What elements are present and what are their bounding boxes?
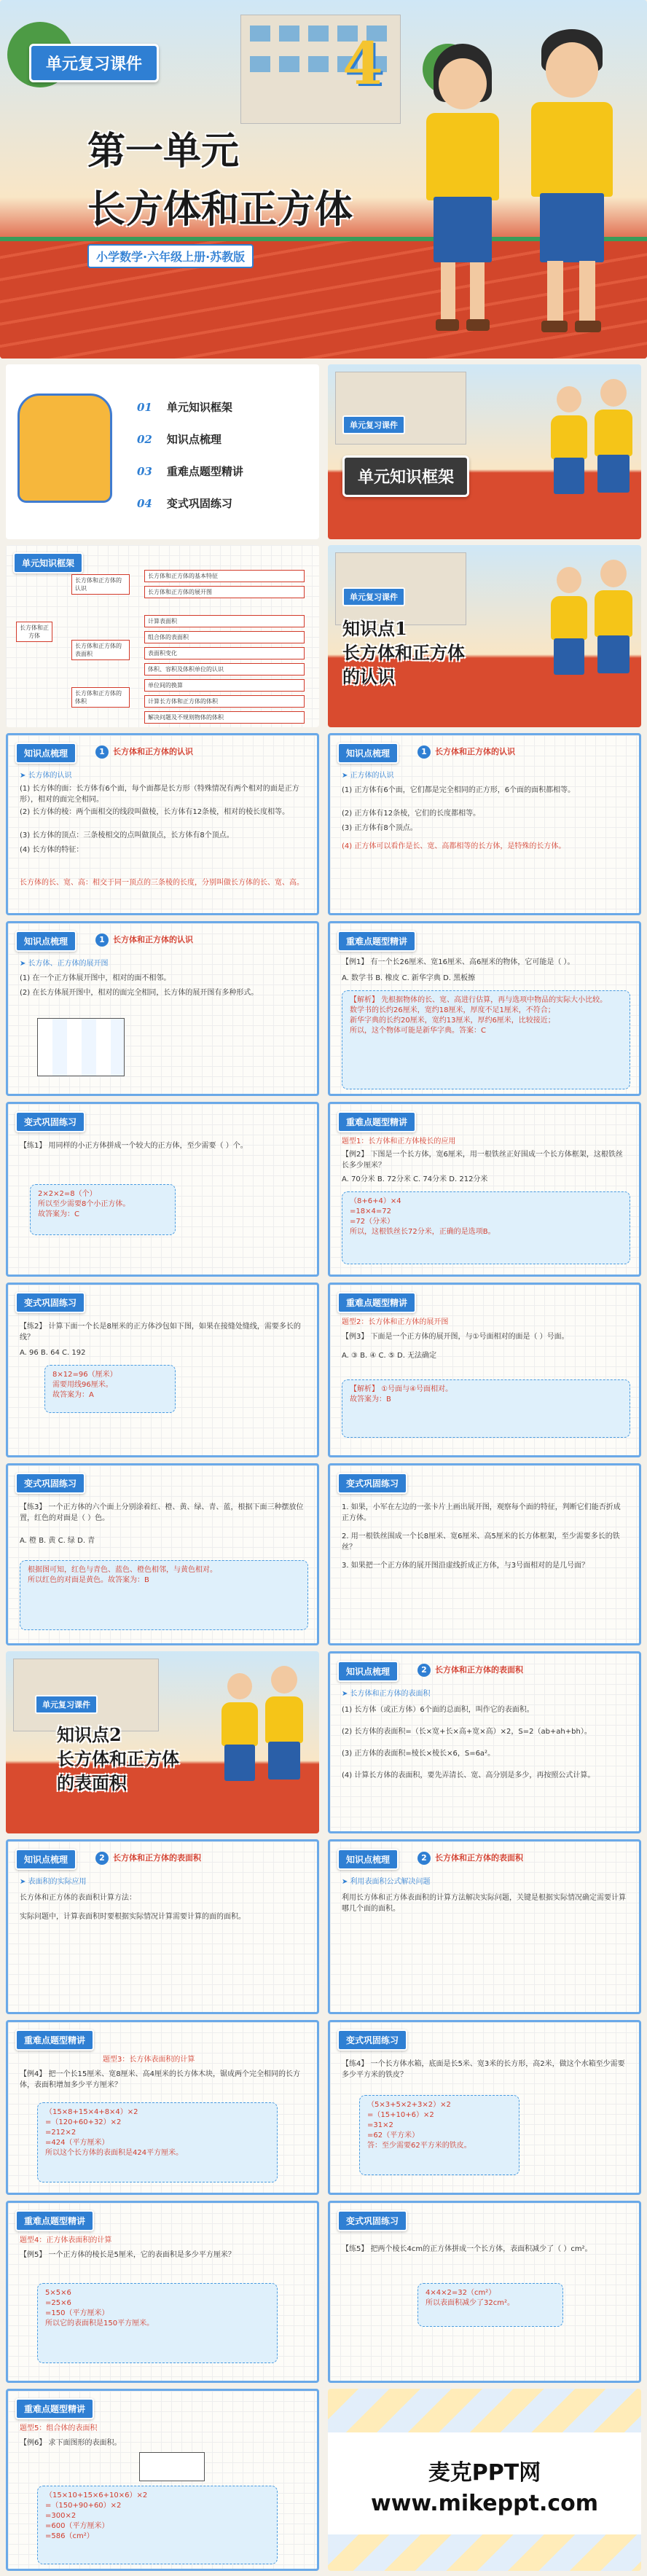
text-line: 3. 如果把一个正方体的展开图沿虚线折成正方体，与3号面相对的是几号面？ bbox=[342, 1562, 589, 1570]
section-heading: 2 长方体和正方体的表面积 bbox=[95, 1852, 201, 1865]
k1c-slide bbox=[6, 921, 319, 1096]
text-line: (3) 正方体有8个顶点。 bbox=[342, 824, 417, 832]
answer-box: 5×5×6 =25×6 =150（平方厘米） 所以它的表面积是150平方厘米。 bbox=[37, 2283, 278, 2363]
cover-title-line1: 第一单元 bbox=[87, 129, 240, 173]
girl-illustration bbox=[217, 1673, 261, 1826]
slide-tag: 变式巩固练习 bbox=[337, 1473, 407, 1494]
mindmap-leaf: 表面积变化 bbox=[144, 647, 305, 659]
grade-badge: 4 bbox=[342, 29, 383, 98]
question-text: 【练1】 用同样的小正方体拼成一个较大的正方体，至少需要（ ）个。 bbox=[20, 1142, 248, 1150]
k2-section-slide bbox=[6, 1651, 319, 1833]
question-text: 【例2】 下图是一个长方体，宽6厘米，用一根铁丝正好围成一个长方体框架，这根铁丝长多少厘米？ bbox=[342, 1151, 623, 1170]
slide-tag: 变式巩固练习 bbox=[337, 2029, 407, 2051]
k1-title-line1: 知识点1 bbox=[342, 618, 407, 639]
var-q5-slide bbox=[328, 2020, 641, 2195]
k1a-slide bbox=[6, 733, 319, 915]
text-line: (2) 在长方体展开图中，相对的面完全相同，长方体的展开图有多种形式。 bbox=[20, 989, 259, 997]
mindmap-leaf: 计算表面积 bbox=[144, 615, 305, 627]
mindmap-leaf: 组合体的表面积 bbox=[144, 631, 305, 643]
slide-tag: 变式巩固练习 bbox=[337, 2210, 407, 2231]
type-heading: 题型2：长方体和正方体的展开图 bbox=[342, 1318, 449, 1326]
question-text: 【例1】 有一个长26厘米、宽16厘米、高6厘米的物体，它可能是（ ）。 bbox=[342, 958, 575, 966]
k1-title-line3: 的认识 bbox=[342, 666, 395, 687]
mindmap-slide bbox=[6, 545, 319, 727]
k2-title-line2: 长方体和正方体 bbox=[57, 1748, 179, 1769]
toc-item-1[interactable]: 01 单元知识框架 bbox=[137, 401, 232, 414]
section-ribbon: 单元复习课件 bbox=[342, 415, 405, 434]
slide-tag: 重难点题型精讲 bbox=[337, 931, 416, 952]
answer-box: 根据图可知，红色与青色、蓝色、橙色相邻，与黄色相对。 所以红色的对面是黄色。故答案为：B bbox=[20, 1560, 308, 1630]
decor-band bbox=[328, 2389, 641, 2432]
section-heading: 1 长方体和正方体的认识 bbox=[417, 745, 515, 759]
girl-illustration bbox=[415, 44, 510, 350]
text-line: 2. 用一根铁丝围成一个长8厘米、宽6厘米、高5厘米的长方体框架，至少需要多长的铁丝？ bbox=[342, 1532, 620, 1551]
mindmap-node: 长方体和正方体的表面积 bbox=[71, 640, 130, 660]
type-heading: 题型1：长方体和正方体棱长的应用 bbox=[342, 1138, 456, 1146]
cover-ribbon: 单元复习课件 bbox=[29, 44, 159, 82]
options-text: A. ③ B. ④ C. ⑤ D. 无法确定 bbox=[342, 1352, 437, 1360]
net-diagram bbox=[37, 1018, 125, 1076]
key-q5-slide bbox=[6, 2201, 319, 2383]
text-line: ➤ 利用表面积公式解决问题 bbox=[342, 1878, 431, 1886]
slide-tag: 知识点梳理 bbox=[337, 1849, 399, 1870]
brand-slide bbox=[328, 2389, 641, 2571]
k2c-slide bbox=[328, 1839, 641, 2014]
key-q4-slide bbox=[6, 2020, 319, 2195]
framework-section-slide bbox=[328, 364, 641, 539]
answer-box: 8×12=96（厘米） 需要用线96厘米。 故答案为：A bbox=[44, 1365, 176, 1413]
k2b-slide bbox=[6, 1839, 319, 2014]
boy-illustration bbox=[261, 1666, 305, 1826]
text-line: (3) 正方体的表面积=棱长×棱长×6，S=6a²。 bbox=[342, 1750, 495, 1758]
boy-illustration bbox=[590, 379, 634, 532]
section-ribbon: 单元复习课件 bbox=[342, 587, 405, 606]
text-line: 实际问题中，计算表面积时要根据实际情况计算需要计算的面的面积。 bbox=[20, 1913, 246, 1921]
slide-tag: 知识点梳理 bbox=[15, 1849, 77, 1870]
k2-title-line1: 知识点2 bbox=[57, 1724, 122, 1745]
solid-diagram bbox=[139, 2452, 205, 2481]
slide-tag: 知识点梳理 bbox=[337, 743, 399, 764]
section-title: 单元知识框架 bbox=[342, 455, 469, 497]
answer-box: （15×8+15×4+8×4）×2 =（120+60+32）×2 =212×2 =424（平方厘米） 所以这个长方体的表面积是424平方厘米。 bbox=[37, 2102, 278, 2182]
answer-box: （5×3+5×2+3×2）×2 =（15+10+6）×2 =31×2 =62（平方米） 答：至少需要62平方米的铁皮。 bbox=[359, 2095, 519, 2175]
text-line: (1) 在一个正方体展开图中，相对的面不相邻。 bbox=[20, 974, 171, 982]
text-line: (1) 长方体（或正方体）6个面的总面积，叫作它的表面积。 bbox=[342, 1706, 534, 1714]
question-text: 【例6】 求下面图形的表面积。 bbox=[20, 2439, 122, 2447]
text-line: ➤ 长方体和正方体的表面积 bbox=[342, 1690, 431, 1698]
text-line: (3) 长方体的顶点：三条棱相交的点叫做顶点，长方体有8个顶点。 bbox=[20, 831, 234, 839]
text-line: (4) 长方体的特征： bbox=[20, 846, 84, 854]
var-q4-slide bbox=[328, 1463, 641, 1645]
text-line: ➤ 长方体、正方体的展开图 bbox=[20, 960, 109, 968]
slide-tag: 变式巩固练习 bbox=[15, 1292, 85, 1313]
slide-tag: 重难点题型精讲 bbox=[337, 1111, 416, 1132]
slide-tag: 单元知识框架 bbox=[13, 552, 83, 573]
question-text: 【练3】 一个正方体的六个面上分别涂着红、橙、黄、绿、青、蓝，根据下面三种摆放位置，红色的对面是（ ）色。 bbox=[20, 1503, 304, 1522]
slide-tag: 知识点梳理 bbox=[15, 931, 77, 952]
text-line: (1) 长方体的面：长方体有6个面，每个面都是长方形（特殊情况有两个相对的面是正方形），相对的面完全相同。 bbox=[20, 785, 299, 804]
question-text: 【练4】 一个长方体水箱，底面是长5米、宽3米的长方形，高2米，做这个水箱至少需要多少平方米的铁皮？ bbox=[342, 2060, 625, 2079]
cover-title-line2: 长方体和正方体 bbox=[87, 187, 353, 232]
answer-box: （15×10+15×6+10×6）×2 =（150+90+60）×2 =300×2 =600（平方厘米） =586（cm²） bbox=[37, 2486, 278, 2564]
key-q3-slide bbox=[328, 1283, 641, 1457]
type-heading: 题型5：组合体的表面积 bbox=[20, 2424, 98, 2432]
section-ribbon: 单元复习课件 bbox=[35, 1695, 98, 1714]
boy-illustration bbox=[590, 560, 634, 720]
text-line: (4) 正方体可以看作是长、宽、高都相等的长方体，是特殊的长方体。 bbox=[342, 842, 566, 850]
text-line: (2) 长方体的棱：两个面相交的线段叫做棱，长方体有12条棱，相对的棱长度相等。 bbox=[20, 808, 290, 816]
question-text: 【练5】 把两个棱长4cm的正方体拼成一个长方体，表面积减少了（ ）cm²。 bbox=[342, 2245, 592, 2253]
question-text: 【练2】 计算下面一个长是8厘米的正方体沙包如下图，如果在接缝处缝线，需要多长的线？ bbox=[20, 1323, 301, 1342]
girl-illustration bbox=[546, 567, 590, 720]
answer-box: （8+6+4）×4 =18×4=72 =72（分米） 所以，这根铁丝长72分米，正确的是选项B。 bbox=[342, 1191, 630, 1264]
type-heading: 题型3：长方体表面积的计算 bbox=[103, 2056, 195, 2064]
var-q6-slide bbox=[328, 2201, 641, 2383]
text-line: ➤ 长方体的认识 bbox=[20, 772, 72, 780]
decor-band bbox=[328, 2534, 641, 2571]
toc-slide bbox=[6, 364, 319, 539]
var-q2-slide bbox=[6, 1283, 319, 1457]
text-line: 1. 如果，小军在左边的一张卡片上画出展开图，观察每个面的特征，判断它们能否折成正方体。 bbox=[342, 1503, 621, 1522]
mindmap-root: 长方体和正方体 bbox=[16, 622, 52, 642]
slide-tag: 重难点题型精讲 bbox=[15, 2029, 94, 2051]
mindmap-leaf: 计算长方体和正方体的体积 bbox=[144, 695, 305, 708]
slide-tag: 知识点梳理 bbox=[15, 743, 77, 764]
section-heading: 1 长方体和正方体的认识 bbox=[95, 745, 193, 759]
key-q6-slide bbox=[6, 2389, 319, 2571]
cover-subtitle: 小学数学·六年级上册·苏教版 bbox=[87, 244, 254, 268]
mindmap-leaf: 单位间的换算 bbox=[144, 679, 305, 692]
options-text: A. 96 B. 64 C. 192 bbox=[20, 1349, 86, 1357]
answer-box: 【解析】 ①号面与④号面相对。 故答案为：B bbox=[342, 1379, 630, 1438]
options-text: A. 橙 B. 黄 C. 绿 D. 青 bbox=[20, 1537, 95, 1545]
answer-box: 【解析】 先根据物体的长、宽、高进行估算，再与选项中物品的实际大小比较。 数学书的长约26厘米，宽约18厘米，厚度不足1厘米，不符合； 新华字典的长约20厘米，宽约13厘米，厚约6厘米，比较接近； 所以，这个物体可能是新华字典。答案：C bbox=[342, 990, 630, 1089]
text-line: (4) 计算长方体的表面积，要先弄清长、宽、高分别是多少，再按照公式计算。 bbox=[342, 1772, 595, 1780]
cover-slide bbox=[0, 0, 647, 359]
options-text: A. 数学书 B. 橡皮 C. 新华字典 D. 黑板擦 bbox=[342, 974, 476, 982]
brand-name: 麦克PPT网 bbox=[428, 2460, 541, 2486]
key-q2-slide bbox=[328, 1102, 641, 1277]
k1-title-line2: 长方体和正方体 bbox=[342, 642, 465, 663]
slide-tag: 变式巩固练习 bbox=[15, 1111, 85, 1132]
brand-url[interactable]: www.mikeppt.com bbox=[371, 2491, 598, 2516]
backpack-icon bbox=[17, 394, 112, 503]
text-line: (2) 正方体有12条棱，它们的长度都相等。 bbox=[342, 810, 481, 818]
mindmap-leaf: 长方体和正方体的展开图 bbox=[144, 586, 305, 598]
toc-item-3[interactable]: 03 重难点题型精讲 bbox=[137, 465, 243, 478]
key-q1-slide bbox=[328, 921, 641, 1096]
k1-section-slide bbox=[328, 545, 641, 727]
section-heading: 2 长方体和正方体的表面积 bbox=[417, 1852, 523, 1865]
type-heading: 题型4：正方体表面积的计算 bbox=[20, 2236, 112, 2244]
answer-box: 2×2×2=8（个） 所以至少需要8个小正方体。 故答案为：C bbox=[30, 1184, 176, 1235]
var-q1-slide bbox=[6, 1102, 319, 1277]
section-heading: 1 长方体和正方体的认识 bbox=[95, 933, 193, 947]
options-text: A. 70分米 B. 72分米 C. 74分米 D. 212分米 bbox=[342, 1175, 488, 1183]
mindmap-node: 长方体和正方体的认识 bbox=[71, 574, 130, 595]
section-heading: 2 长方体和正方体的表面积 bbox=[417, 1664, 523, 1677]
girl-illustration bbox=[546, 386, 590, 532]
mindmap-leaf: 体积、容积及体积单位的认识 bbox=[144, 663, 305, 676]
text-line: ➤ 表面积的实际应用 bbox=[20, 1878, 87, 1886]
slide-tag: 重难点题型精讲 bbox=[337, 1292, 416, 1313]
mindmap-node: 长方体和正方体的体积 bbox=[71, 687, 130, 708]
text-line: (1) 正方体有6个面，它们都是完全相同的正方形，6个面的面积都相等。 bbox=[342, 786, 576, 794]
question-text: 【例5】 一个正方体的棱长是5厘米，它的表面积是多少平方厘米？ bbox=[20, 2251, 235, 2259]
mindmap-leaf: 长方体和正方体的基本特征 bbox=[144, 570, 305, 582]
k2-title-line3: 的表面积 bbox=[57, 1772, 127, 1793]
k1b-slide bbox=[328, 733, 641, 915]
var-q3-slide bbox=[6, 1463, 319, 1645]
toc-item-4[interactable]: 04 变式巩固练习 bbox=[137, 497, 232, 510]
text-line: 长方体的长、宽、高：相交于同一顶点的三条棱的长度，分别叫做长方体的长、宽、高。 bbox=[20, 879, 304, 887]
text-line: (2) 长方体的表面积=（长×宽+长×高+宽×高）×2，S=2（ab+ah+bh）。 bbox=[342, 1728, 592, 1736]
slide-tag: 重难点题型精讲 bbox=[15, 2398, 94, 2419]
k2a-slide bbox=[328, 1651, 641, 1833]
text-line: ➤ 正方体的认识 bbox=[342, 772, 394, 780]
text-line: 利用长方体和正方体表面积的计算方法解决实际问题，关键是根据实际情况确定需要计算哪几个面的面积。 bbox=[342, 1894, 626, 1913]
slide-tag: 重难点题型精讲 bbox=[15, 2210, 94, 2231]
toc-item-2[interactable]: 02 知识点梳理 bbox=[137, 433, 221, 446]
slide-tag: 变式巩固练习 bbox=[15, 1473, 85, 1494]
mindmap-leaf: 解决问题及不规则物体的体积 bbox=[144, 711, 305, 724]
question-text: 【例4】 把一个长15厘米、宽8厘米、高4厘米的长方体木块，锯成两个完全相同的长方体，表面积增加多少平方厘米？ bbox=[20, 2070, 300, 2089]
slide-tag: 知识点梳理 bbox=[337, 1661, 399, 1682]
text-line: 长方体和正方体的表面积计算方法： bbox=[20, 1894, 136, 1902]
question-text: 【例3】 下面是一个正方体的展开图，与①号面相对的面是（ ）号面。 bbox=[342, 1333, 569, 1341]
answer-box: 4×4×2=32（cm²） 所以表面积减少了32cm²。 bbox=[417, 2283, 563, 2327]
boy-illustration bbox=[521, 29, 623, 350]
